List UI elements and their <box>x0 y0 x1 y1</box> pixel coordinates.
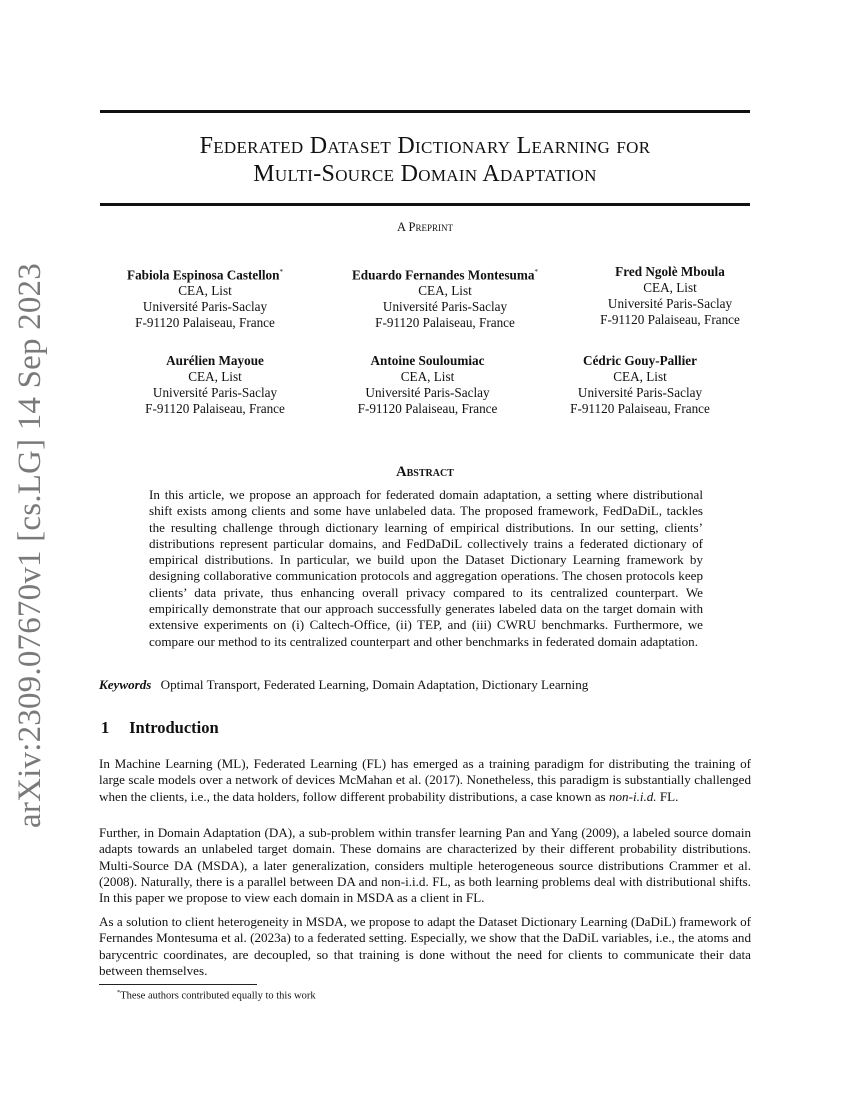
section-number: 1 <box>101 718 110 737</box>
intro-paragraph-1: In Machine Learning (ML), Federated Learning (FL) has emerged as a training paradigm for distributing the training of large scale models over a network of devices McMahan et al. (2017). Nonetheless, this paradigm is substantially challenged when the clients, i.e., the data holders, follow different probability distributions, a case known as non-i.i.d. FL. <box>99 756 751 804</box>
title-top-rule <box>100 110 750 113</box>
author-affiliation: Université Paris-Saclay <box>142 299 268 315</box>
author-card <box>348 353 508 417</box>
footnote-text: These authors contributed equally to this work <box>120 990 316 1002</box>
author-address: F-91120 Palaiseau, France <box>600 312 740 327</box>
author-card <box>135 353 295 417</box>
author-affiliation: CEA, List <box>400 369 455 385</box>
abstract-text: In this article, we propose an approach for federated domain adaptation, a setting where distributional shift exists among clients and some have unlabeled data. The proposed framework, FedDaDiL, tackles the resulting challenge through dictionary learning of empirical distributions. In our setting, clients’ distributions represent particular domains, and FedDaDiL collectively trains a federated dictionary of empirical distributions. In particular, we build upon the Dataset Dictionary Learning framework by designing collaborative communication protocols and aggregation operations. The chosen protocols keep clients’ data private, thus enhancing overall privacy compared to its centralized counterpart. We empirically demonstrate that our approach successfully generates labeled data on the target domain with extensive experiments on (i) Caltech-Office, (ii) TEP, and (iii) CWRU benchmarks. Furthermore, we compare our method to its centralized counterpart and other benchmarks in federated domain adaptation. <box>149 487 703 649</box>
author-name: Eduardo Fernandes Montesuma* <box>352 267 538 283</box>
author-name: Fabiola Espinosa Castellon* <box>127 267 283 283</box>
author-affiliation: Université Paris-Saclay <box>365 385 490 401</box>
author-card <box>110 264 300 331</box>
paper-title <box>100 132 750 188</box>
intro-paragraph-3: As a solution to client heterogeneity in MSDA, we propose to adapt the Dataset Dictionary Learning (DaDiL) framework of Fernandes Montesuma et al. (2023a) to a federated setting. Especially, we show that the DaDiL variables, i.e., the atoms and barycentric coordinates, are decoupled, so that training is done without the need for clients to communicate their data between themselves. <box>99 914 751 978</box>
title-line-2: Multi-Source Domain Adaptation <box>253 161 597 187</box>
author-address: F-91120 Palaiseau, France <box>145 401 285 417</box>
preprint-label: A Preprint <box>397 220 453 234</box>
emphasis-non-iid: non-i.i.d. <box>608 788 657 804</box>
author-address: F-91120 Palaiseau, France <box>357 401 498 417</box>
author-affiliation: Université Paris-Saclay <box>382 299 508 315</box>
author-affiliation: CEA, List <box>613 369 667 385</box>
arxiv-stamp <box>10 262 50 828</box>
abstract-heading: Abstract <box>396 464 454 480</box>
author-name: Aurélien Mayoue <box>166 353 264 369</box>
author-affiliation: CEA, List <box>188 369 242 385</box>
author-address: F-91120 Palaiseau, France <box>570 401 710 417</box>
footnote-mark: * <box>117 989 121 996</box>
author-card <box>340 264 550 331</box>
author-block <box>110 264 750 439</box>
author-address: F-91120 Palaiseau, France <box>375 315 515 331</box>
keywords-line <box>99 677 749 693</box>
section-heading-introduction <box>101 718 219 738</box>
author-card <box>590 264 750 331</box>
author-affiliation: Université Paris-Saclay <box>577 385 703 401</box>
author-row-2 <box>110 353 750 417</box>
author-affiliation: Université Paris-Saclay <box>607 296 733 311</box>
keywords-text: Optimal Transport, Federated Learning, Domain Adaptation, Dictionary Learning <box>160 677 589 692</box>
author-affiliation: CEA, List <box>178 283 232 299</box>
title-line-1: Federated Dataset Dictionary Learning for <box>199 133 651 159</box>
author-card <box>560 353 720 417</box>
section-title: Introduction <box>129 718 219 737</box>
author-affiliation: Université Paris-Saclay <box>152 385 278 401</box>
title-bottom-rule <box>100 203 750 206</box>
author-row-1 <box>110 264 750 331</box>
footnote <box>117 989 316 1002</box>
author-address: F-91120 Palaiseau, France <box>135 315 275 331</box>
author-affiliation: CEA, List <box>643 280 697 295</box>
keywords-label: Keywords <box>99 677 152 692</box>
intro-paragraph-2: Further, in Domain Adaptation (DA), a sub-problem within transfer learning Pan and Yang (2009), a labeled source domain adapts towards an unlabeled target domain. These domains are characterized by their different probability distributions. Multi-Source DA (MSDA), a later generalization, considers multiple heterogeneous source distributions Crammer et al. (2008). Naturally, there is a parallel between DA and non-i.i.d. FL, as both learning problems deal with distributional shifts. In this paper we propose to view each domain in MSDA as a client in FL. <box>99 825 751 906</box>
footnote-rule <box>99 984 257 985</box>
equal-contribution-mark: * <box>534 268 538 276</box>
author-name: Cédric Gouy-Pallier <box>583 353 697 369</box>
arxiv-identifier: arXiv:2309.07670v1 [cs.LG] 14 Sep 2023 <box>11 262 48 828</box>
author-name: Fred Ngolè Mboula <box>615 264 725 279</box>
author-affiliation: CEA, List <box>418 283 472 299</box>
equal-contribution-mark: * <box>279 268 283 276</box>
author-name: Antoine Souloumiac <box>370 353 485 369</box>
